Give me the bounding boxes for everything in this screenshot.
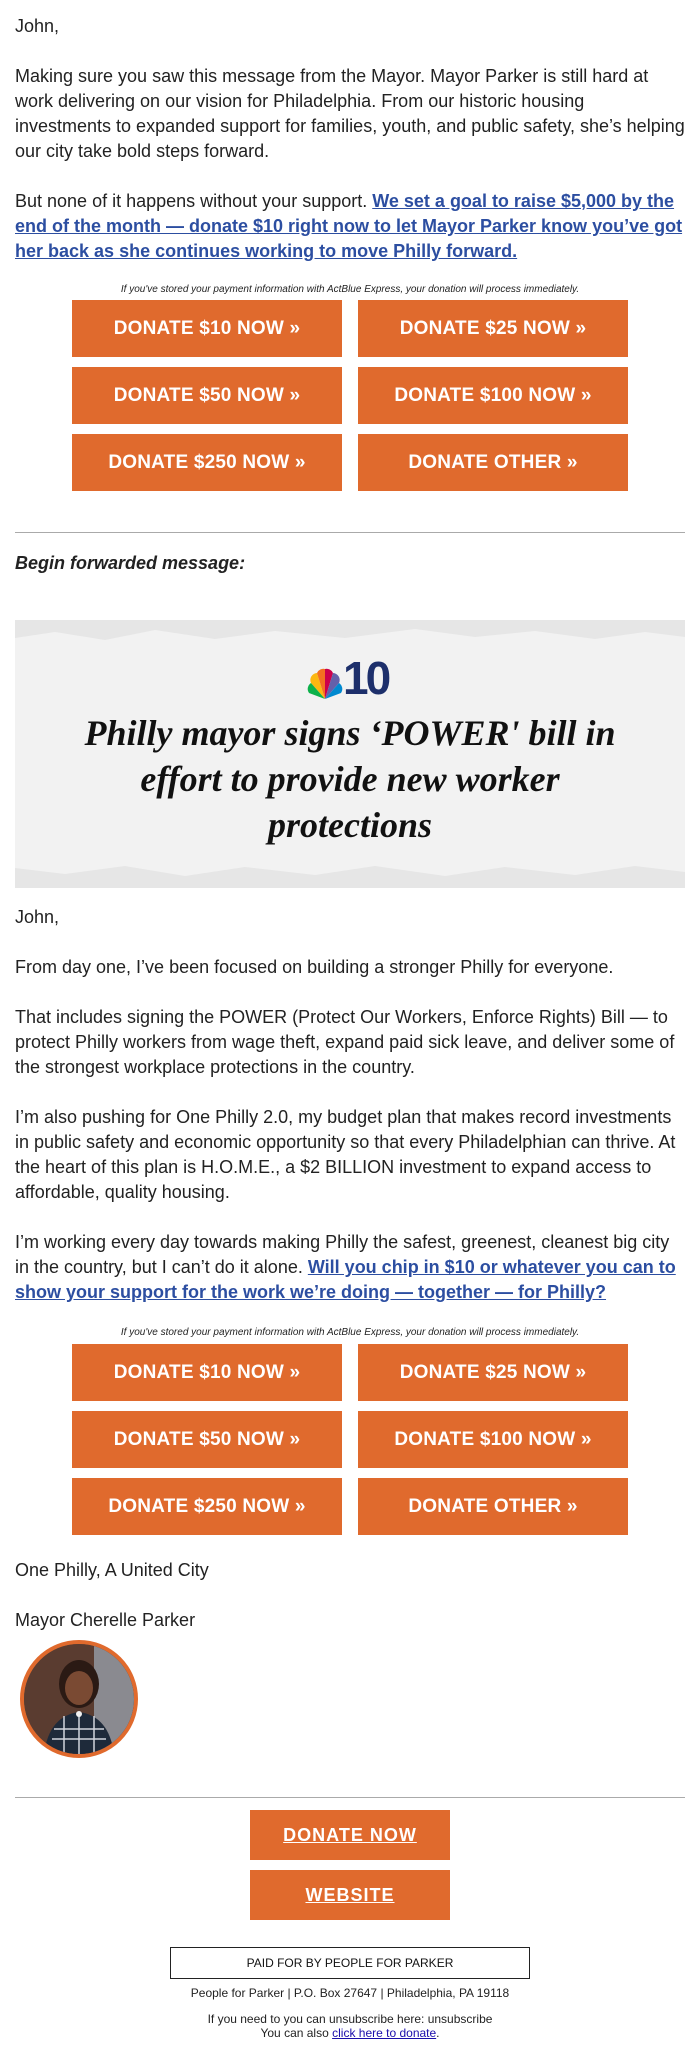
website-button[interactable]: WEBSITE [250,1870,450,1920]
nbc10-logo [305,652,395,705]
intro-paragraph-1: Making sure you saw this message from the Mayor. Mayor Parker is still hard at work delivering on our vision for Philadelphia. From our historic housing investments to expanded support for families, youth, and public safety, she’s helping our city take bold steps forward. [15,66,685,161]
donate-50-button[interactable]: DONATE $50 NOW » [72,367,342,424]
forwarded-paragraph-1: From day one, I’ve been focused on building a stronger Philly for everyone. [15,957,614,977]
footer-address: People for Parker | P.O. Box 27647 | Philadelphia, PA 19118 [190,1986,510,2000]
signoff-line-1: One Philly, A United City [15,1560,209,1580]
forwarded-paragraph-4-text: I’m working every day towards making Philly the safest, greenest, cleanest big city in the country, but I can’t do it alone. [15,1232,670,1277]
donate-goal-link[interactable]: We set a goal to raise $5,000 by the end of the month — donate $10 right now to let Mayor Parker know you’ve got her back as she continues working to move Philly forward. [15,191,683,261]
donate-100-button[interactable]: DONATE $100 NOW » [358,1411,628,1468]
forwarded-paragraph-2: That includes signing the POWER (Protect Our Workers, Enforce Rights) Bill — to protect Philly workers from wage theft, expand paid sick leave, and deliver some of the strongest workplace protections in the country. [15,1007,675,1077]
donate-250-button[interactable]: DONATE $250 NOW » [72,1478,342,1535]
forwarded-label: Begin forwarded message: [15,553,246,573]
forwarded-greeting: John, [15,907,60,927]
paid-for-box: PAID FOR BY PEOPLE FOR PARKER [170,1947,530,1979]
divider-top [15,532,685,533]
donate-10-button[interactable]: DONATE $10 NOW » [72,1344,342,1401]
donate-other-button[interactable]: DONATE OTHER » [358,434,628,491]
donate-25-button[interactable]: DONATE $25 NOW » [358,300,628,357]
mayor-portrait [24,1644,134,1754]
nbc10-number: 10 [343,652,389,704]
footer-also [15,2026,685,2040]
actblue-note: If you've stored your payment information with ActBlue Express, your donation will process immediately. [120,284,580,295]
intro-paragraph-2 [15,189,685,264]
donate-10-button[interactable]: DONATE $10 NOW » [72,300,342,357]
news-banner [15,620,685,888]
avatar [20,1640,138,1758]
donate-now-button[interactable]: DONATE NOW [250,1810,450,1860]
donate-25-button[interactable]: DONATE $25 NOW » [358,1344,628,1401]
peacock-icon [305,663,345,703]
actblue-note-2: If you've stored your payment information with ActBlue Express, your donation will process immediately. [120,1327,580,1338]
footer-also-end: . [436,2026,440,2040]
donate-50-button[interactable]: DONATE $50 NOW » [72,1411,342,1468]
banner-headline: Philly mayor signs ‘POWER' bill in effort to provide new worker protections [84,713,616,845]
footer-also-text: You can also [260,2026,333,2040]
forwarded-paragraph-4 [15,1230,685,1305]
divider-bottom [15,1797,685,1798]
intro-paragraph-2-text: But none of it happens without your support. [15,191,373,211]
greeting: John, [15,16,60,36]
donate-100-button[interactable]: DONATE $100 NOW » [358,367,628,424]
donate-250-button[interactable]: DONATE $250 NOW » [72,434,342,491]
signoff-line-2: Mayor Cherelle Parker [15,1610,196,1630]
chip-in-link[interactable]: Will you chip in $10 or whatever you can to show your support for the work we’re doing — together — for Philly? [15,1257,676,1302]
forwarded-paragraph-3: I’m also pushing for One Philly 2.0, my budget plan that makes record investments in public safety and economic opportunity so that every Philadelphian can thrive. At the heart of this plan is H.O.M.E., a $2 BILLION investment to expand access to affordable, quality housing. [15,1107,676,1202]
donate-other-button[interactable]: DONATE OTHER » [358,1478,628,1535]
footer-unsubscribe: If you need to you can unsubscribe here: unsubscribe [207,2012,493,2026]
footer-donate-link[interactable]: click here to donate [332,2026,437,2040]
